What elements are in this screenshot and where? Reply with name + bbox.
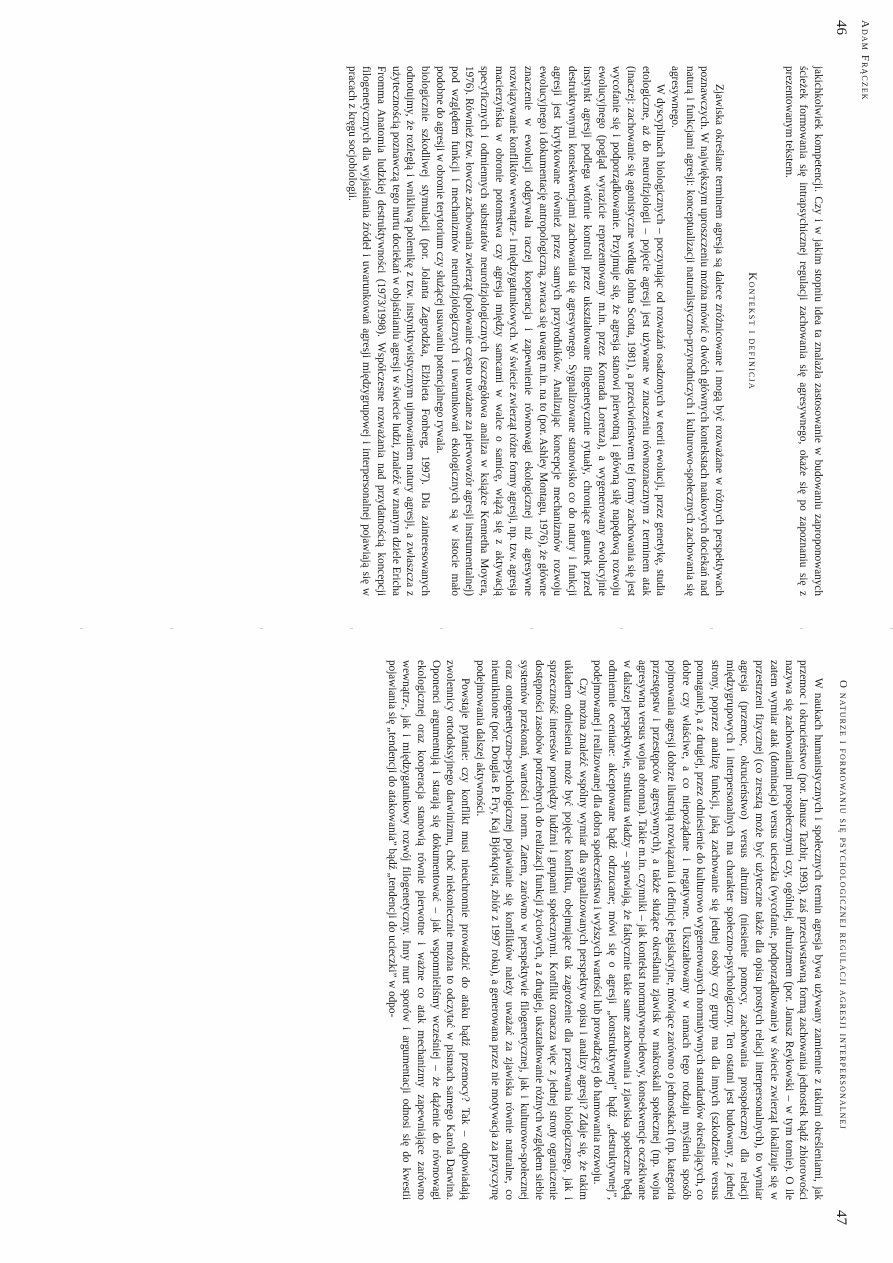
right-page-number: 47 [833, 1210, 849, 1225]
left-running-head: Adam Frączek [859, 20, 871, 101]
left-intro-paragraph: jakichkolwiek kompetencji. Czy i w jakim stopniu idea ta znalazła zastosowanie w budowaniu zaproponowanych ścieżek formowania się intrapsychicznej regulacji zachowania się agresywnego, okaże się po zapoznaniu się z prezentowanym tekstem. [782, 66, 824, 596]
left-text-column [344, 66, 825, 596]
page-gutter [0, 628, 893, 629]
left-paragraph-3: biologicznie szkodliwej stymulacji (por. Jolanta Zagrodzka, Elżbieta Fonberg, 1997). Dla zainteresowanych odnotujmy, że rozległą i wnikliwą polemikę z tzw. instynktywistycznym ujmowaniem natury agresji, a zwłaszcza z użytecznością poznawczą tego nurtu dociekań w objaśnianiu agresji w świecie ludzi, znaleźć w znanym dziele Ericha Fromma Anatomia ludzkiej destruktywności (1973/1998). Współczesne rozważania nad przydatnością koncepcji filogenetycznych dla wyjaśniania źródeł i uwarunkowań agresji międzygrupowej i interpersonalnej pojawiają się w pracach z kręgu socjobiologii. [345, 66, 432, 596]
right-paragraph-2: Czy można znaleźć wspólny wymiar dla sygnalizowanych perspektyw opisu i analizy agresji? Zdaje się, że takim układem odniesienia może być pojęcie konfliktu, obejmujące tak zagrożenie dla przetrwania biologicznego, jak i sprzeczność interesów pomiędzy ludźmi i grupami społecznymi. Konflikt oznacza więc z jednej strony ograniczenie dostępności zasobów potrzebnych do realizacji funkcji życiowych, a z drugiej, ukształtowanie różnych względem siebie systemów przekonań, wartości i norm. Zatem, zarówno w perspektywie filogenetycznej, jak i kulturowo-społecznej oraz ontogenetyczno-psychologicznej pojawianie się konfliktów należy uważać za zjawiska równie naturalne, co nieuniknione (por. Douglas P. Fry, Kaj Björkqvist, zbiór z 1997 roku), a generowana przez nie motywacja za przyczynę podejmowania dalszej aktywności. [473, 660, 589, 1200]
right-text-column [384, 660, 825, 1200]
right-paragraph-1: W naukach humanistycznych i społecznych termin agresja bywa używany zamiennie z takimi określeniami, jak przemoc i okrucieństwo (por. Janusz Tazbir, 1993), zaś przeciwstawną formą zachowania jednostek bądź zbiorowości nazywa się zachowaniami prospołecznymi czy, ogólniej, altruizmem (por. Janusz Reykowski – w tym tomie). O ile zatem wymiar atak (dominacja) versus ucieczka (wycofanie, podporządkowanie) w świecie zwierząt lokalizuje się w przestrzeni fizycznej (co zresztą może być użyteczne także dla opisu prostych relacji interpersonalnych), to wymiar agresja (przemoc, okrucieństwo) versus altruizm (niesienie pomocy, zachowania prospołeczne) dla relacji międzygrupowych i interpersonalnych ma charakter społeczno-psychologiczny. Ten ostatni jest budowany, z jednej strony, poprzez analizę funkcji, jaką zachowanie się jednej osoby czy grupy ma dla innych (szkodzenie versus pomaganie), a z drugiej, przez odniesienie do kulturowo wygenerowanych normatywnych standardów określających, co dobre czy właściwe, a co niepożądane i negatywne. Ukształtowany w ramach tego rodzaju myślenia sposób pojmowania agresji dobrze ilustrują rozwiązania i definicje legislacyjne, mówiące zarówno o jednostkach (np. kategoria przestępstw i przestępców agresywnych), a także służące określaniu zjawisk w makroskali społecznej (np. wojna agresywna versus wojna obronna). Takie m.in. czynniki – jak kontekst normatywno-ideowy, konsekwencje oczekiwane w dalszej perspektywie, struktura władzy – sprawiają, że faktycznie takie same zachowania i zjawiska społeczne będą odmiennie oceniane: akceptowane bądź odrzucane; mówi się o agresji „konstruktywnej” bądź „destruktywnej”, podejmowanej i realizowanej dla dobra społeczeństwa i wyższych wartości lub prowadzącej do hamowania rozwoju. [591, 660, 824, 1200]
left-paragraph-2: W dyscyplinach biologicznych – poczynając od rozważań osadzonych w teorii ewolucji, przez genetykę, studia etologiczne, aż do neurofizjologii – pojęcie agresji jest używane w znaczeniu równoznacznym z terminem atak (inaczej: zachowanie się agonistyczne według Johna Scotta, 1981), a przeciwieństwem tej formy zachowania się jest wycofanie się i podporządkowanie. Przyjmuje się, że agresja stanowi pierwotną i główną siłę napędową rozwoju ewolucyjnego (pogląd wyrazicie reprezentowany m.in. przez Konrada Lorenza), a wygenerowany ewolucyjnie instynkt agresji podlega wtórnie kontroli przez ukształtowane filogenetycznie rytuały, chroniące gatunek przed destruktywnymi konsekwencjami zachowania się agresywnego. Sygnalizowane stanowisko co do natury i funkcji agresji jest krytykowane również przez samych przyrodników. Analizując koncepcje mechanizmów rozwoju ewolucyjnego i dokumentację antropologiczną, zwraca się uwagę m.in. na to (por. Ashley Montagu, 1976), że główne znaczenie w ewolucji odgrywała raczej kooperacja i zapewnienie równowagi ekologicznej niż agresywne rozwiązywanie konfliktów wewnątrz- i międzygatunkowych. W świecie zwierząt różne formy agresji, np. tzw. agresja macierzyńska w obronie potomstwa czy agresja między samcami w walce o samicę, wiążą się z aktywacją specyficznych i odmiennych substratów neurofizjologicznych (szczegółowa analiza w książce Kennetha Moyera, 1976). Również tzw. łowcze zachowania zwierząt (polowanie często uważane za pierwowzór agresji instrumentalnej) pod względem funkcji i mechanizmów neurofizjologicznych i uwarunkowań ekologicznych są w istocie mało podobne do agresji w obronie terytorium czy służącej usuwaniu potencjalnego rywala. [433, 66, 667, 596]
left-paragraph-1: Zjawiska określane terminem agresja są dalece zróżnicowane i mogą być rozważane w różnych perspektywach poznawczych. W największym uproszczeniu można mówić o dwóch głównych kontekstach naukowych dociekań nad naturą i funkcjami agresji: konceptualizacji naturalistyczno-przyrodniczych i kulturowo-społecznych zachowania się agresywnego. [669, 66, 726, 596]
section-title: Kontekst i definicja [745, 272, 758, 390]
right-running-head: O naturze i formowaniu się psychologicznej regulacji agresji interpersonalnej [837, 680, 849, 1130]
right-paragraph-3: Powstaje pytanie: czy konflikt musi nieuchronnie prowadzić do ataku bądź przemocy? Tak – odpowiadają zwolennicy ortodoksyjnego darwinizmu, choć niekoniecznie można to odczytać w pismach samego Karola Darwina. Oponenci argumentują i starają się dokumentować – jak wspomnieliśmy wcześniej – że dążenie do równowagi ekologicznej oraz kooperacja stanowią równie pierwotne i ważne co atak mechanizmy zapewniające zarówno wewnątrz-, jak i międzygatunkowy rozwój filogenetyczny. Inny nurt sporów i argumentacji odnosi się do kwestii pojawiania się „tendencji do atakowania” bądź „tendencji do ucieczki” w odpo- [385, 660, 472, 1200]
left-page-number: 46 [833, 20, 849, 35]
